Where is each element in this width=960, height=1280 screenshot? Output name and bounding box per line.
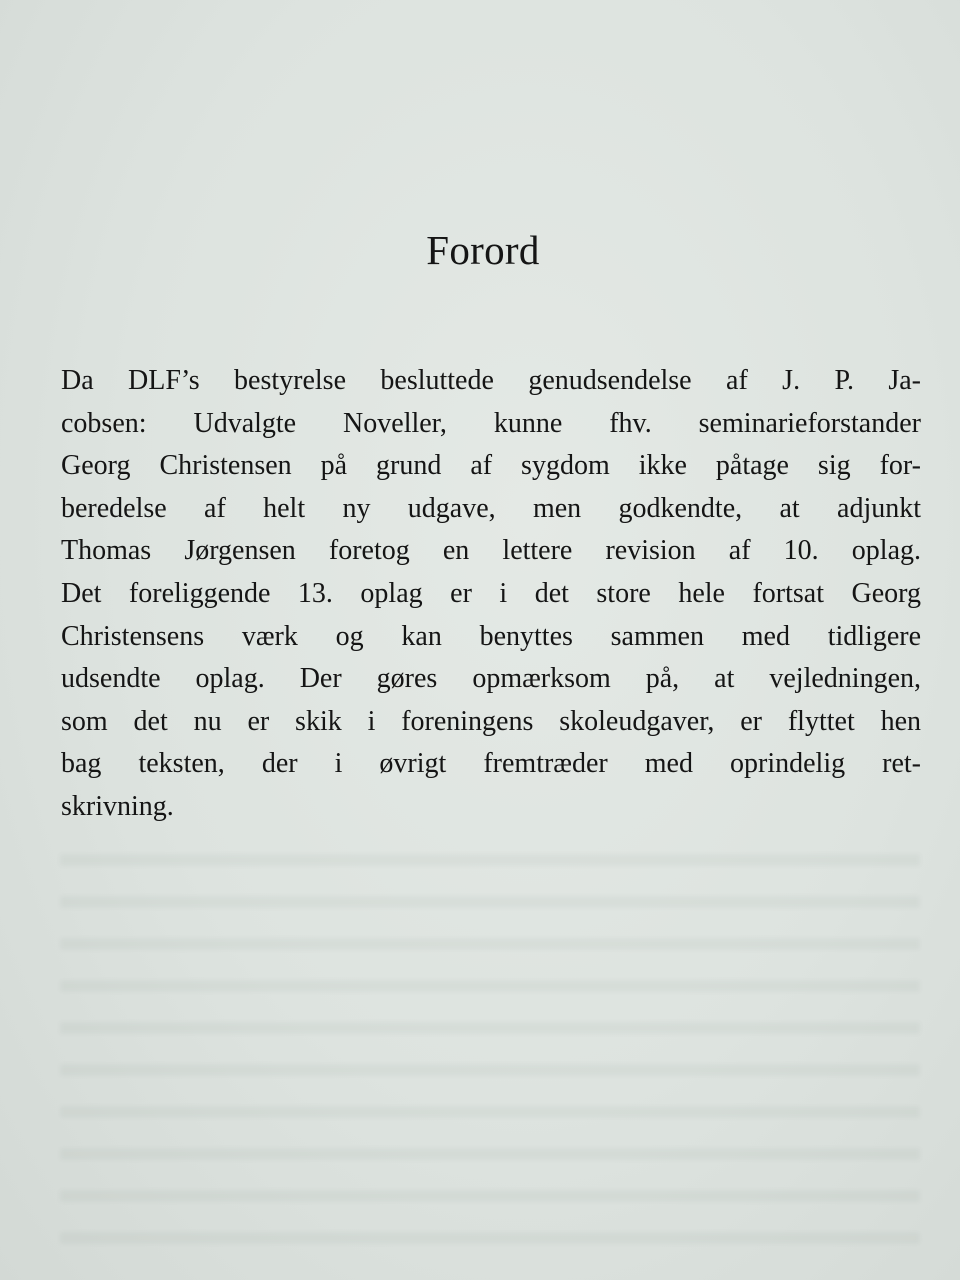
reverse-side-show-through [60,840,920,1270]
text-line: Da DLF’s bestyrelse besluttede genudsendelse af J. P. Ja- [61,365,921,396]
text-line: skrivning. [61,790,174,822]
text-line: Det foreliggende 13. oplag er i det store hele fortsat Georg [61,577,921,609]
foreword-paragraph [61,360,921,829]
text-line: udsendte oplag. Der gøres opmærksom på, at vejledningen, [61,663,921,695]
text-line: Christensens værk og kan benyttes sammen med tidligere [61,620,921,652]
text-line: cobsen: Udvalgte Noveller, kunne fhv. seminarieforstander [61,407,921,439]
page-title: Forord [426,227,540,273]
text-line: bag teksten, der i øvrigt fremtræder med oprindelig ret- [61,748,921,780]
text-line: Georg Christensen på grund af sygdom ikke påtage sig for- [61,450,921,482]
text-line: beredelse af helt ny udgave, men godkendte, at adjunkt [61,492,921,524]
text-line: Thomas Jørgensen foretog en lettere revision af 10. oplag. [61,535,921,567]
text-line: som det nu er skik i foreningens skoleudgaver, er flyttet hen [61,705,921,737]
